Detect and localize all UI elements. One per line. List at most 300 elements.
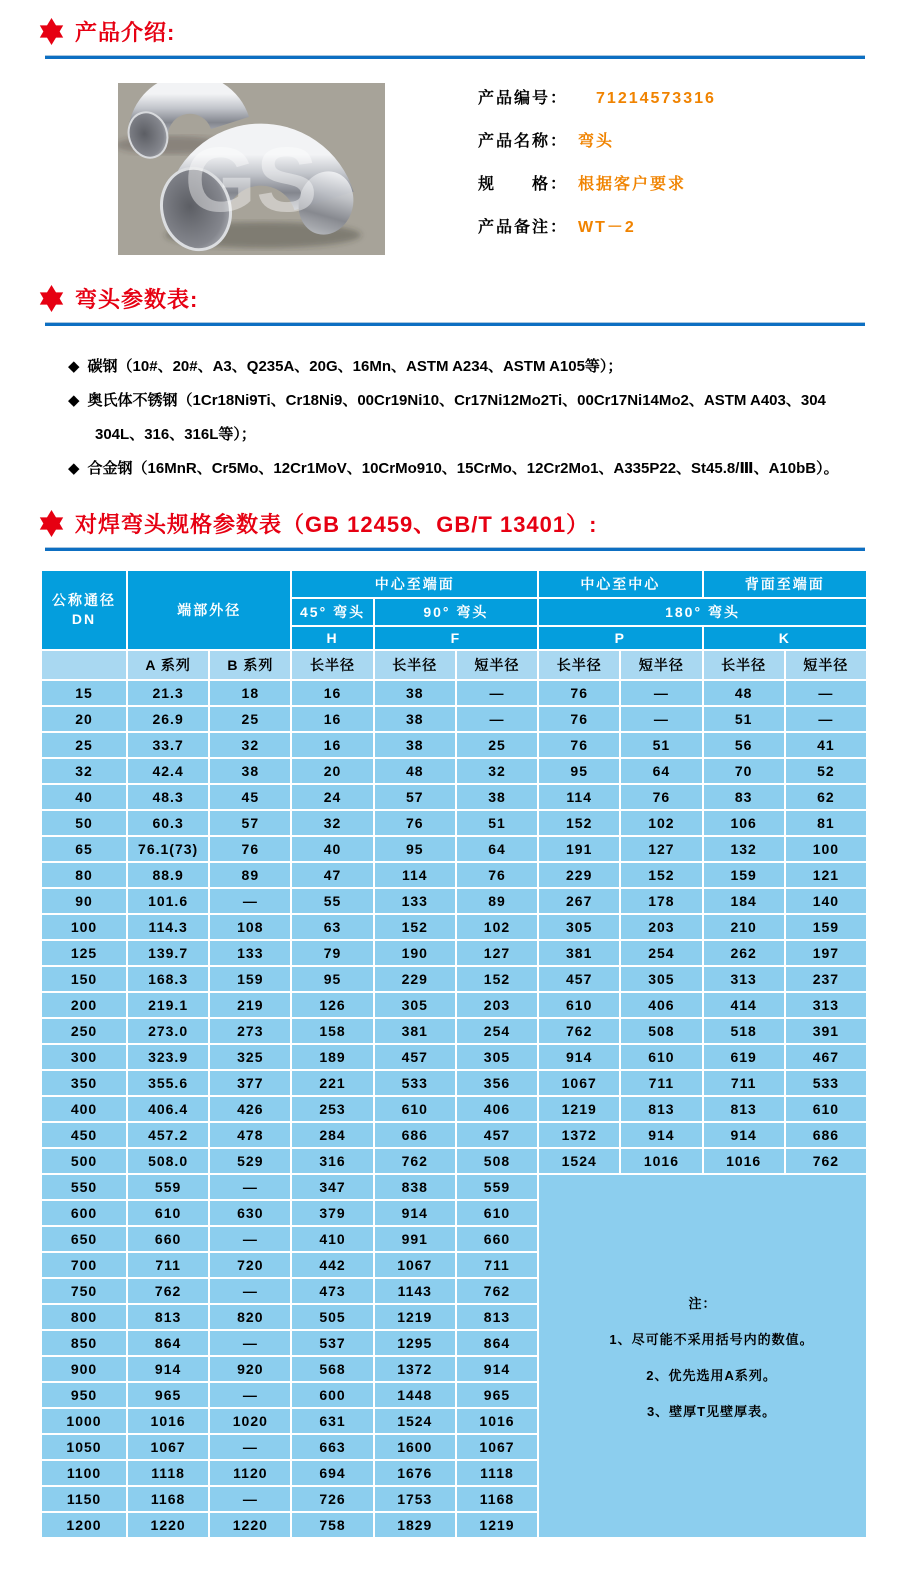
table-cell: 32 [41,758,127,784]
table-cell: 114.3 [127,914,209,940]
table-cell: 203 [620,914,702,940]
table-cell: 159 [785,914,867,940]
table-cell: 1100 [41,1460,127,1486]
table-cell: 750 [41,1278,127,1304]
table-cell: 108 [209,914,291,940]
table-cell: 42.4 [127,758,209,784]
table-cell: 965 [456,1382,538,1408]
col-header-P: P [538,626,702,650]
table-cell: 133 [209,940,291,966]
table-cell: 21.3 [127,680,209,706]
product-remark-label: 产品备注： [478,219,569,236]
table-cell: — [456,706,538,732]
table-cell: 1020 [209,1408,291,1434]
table-cell: 219.1 [127,992,209,1018]
table-row [41,1174,867,1200]
table-cell: 610 [374,1096,456,1122]
table-cell: 533 [374,1070,456,1096]
table-row [41,1018,867,1044]
table-row [41,758,867,784]
table-cell: 1448 [374,1382,456,1408]
divider-rule [45,547,865,551]
product-field [478,171,716,214]
table-cell: — [209,1434,291,1460]
diamond-bullet-icon: ◆ [68,392,80,409]
material-text: 合金钢（16MnR、Cr5Mo、12Cr1MoV、10CrMo910、15CrMo、12Cr2Mo1、A335P22、St45.8/Ⅲ、A10bB）。 [87,460,839,477]
table-cell: 457.2 [127,1122,209,1148]
table-cell: 76 [620,784,702,810]
table-cell: 95 [538,758,620,784]
table-cell: 273 [209,1018,291,1044]
red-star-icon [38,510,65,537]
table-cell: 467 [785,1044,867,1070]
table-cell: 89 [456,888,538,914]
table-cell: 229 [538,862,620,888]
table-cell: 16 [291,732,373,758]
table-cell: 1168 [456,1486,538,1512]
subheader-cell: 长半径 [703,650,785,680]
table-cell: 950 [41,1382,127,1408]
col-header-F: F [374,626,538,650]
section-title-text: 对焊弯头规格参数表（GB 12459、GB/T 13401）: [75,512,598,537]
table-cell: 820 [209,1304,291,1330]
table-cell: 253 [291,1096,373,1122]
material-item-alloy-steel [40,452,865,486]
table-cell: 350 [41,1070,127,1096]
table-cell: 711 [703,1070,785,1096]
table-cell: — [785,680,867,706]
table-cell: 1219 [538,1096,620,1122]
section-params-title [38,283,909,314]
table-cell: 323.9 [127,1044,209,1070]
table-cell: 63 [291,914,373,940]
table-cell: 38 [374,680,456,706]
table-cell: 508 [620,1018,702,1044]
diamond-bullet-icon: ◆ [68,460,80,477]
table-cell: 20 [41,706,127,732]
table-cell: 1295 [374,1330,456,1356]
table-cell: 381 [374,1018,456,1044]
table-cell: 1829 [374,1512,456,1538]
table-cell: 273.0 [127,1018,209,1044]
table-cell: — [209,1278,291,1304]
table-cell: 650 [41,1226,127,1252]
col-header-elbow180: 180° 弯头 [538,598,867,626]
col-header-back-to-end: 背面至端面 [703,570,867,598]
table-cell: 864 [456,1330,538,1356]
table-cell: 95 [291,966,373,992]
table-cell: 200 [41,992,127,1018]
table-cell: 267 [538,888,620,914]
table-cell: 250 [41,1018,127,1044]
table-cell: 83 [703,784,785,810]
table-cell: 600 [41,1200,127,1226]
table-cell: 1220 [209,1512,291,1538]
table-cell: 15 [41,680,127,706]
col-header-end-od: 端部外径 [127,570,291,650]
table-row [41,784,867,810]
table-cell: 190 [374,940,456,966]
table-cell: 1050 [41,1434,127,1460]
table-cell: 114 [538,784,620,810]
table-row [41,810,867,836]
material-text: 碳钢（10#、20#、A3、Q235A、20G、16Mn、ASTM A234、ASTM A105等）； [87,358,623,375]
table-cell: 965 [127,1382,209,1408]
table-cell: 1016 [620,1148,702,1174]
table-cell: 229 [374,966,456,992]
table-cell: 1676 [374,1460,456,1486]
product-spec-value: 根据客户要求 [578,176,687,193]
subheader-cell: B 系列 [209,650,291,680]
product-spec-label: 规 格： [478,176,569,193]
table-cell: 914 [620,1122,702,1148]
table-cell: 64 [456,836,538,862]
note-line: 1、尽可能不采用括号内的数值。 [609,1331,814,1347]
table-cell: 106 [703,810,785,836]
table-cell: 55 [291,888,373,914]
table-cell: 64 [620,758,702,784]
table-cell: 457 [538,966,620,992]
material-item-carbon-steel [40,350,865,384]
table-cell: 1524 [374,1408,456,1434]
table-cell: 38 [456,784,538,810]
table-cell: 127 [620,836,702,862]
table-cell: 1372 [374,1356,456,1382]
table-cell: 1067 [127,1434,209,1460]
table-cell: 442 [291,1252,373,1278]
table-cell: 813 [456,1304,538,1330]
spec-table-subheader-row [41,650,867,680]
table-cell: 537 [291,1330,373,1356]
table-cell: 762 [538,1018,620,1044]
notes-title: 注： [688,1295,717,1311]
table-row [41,888,867,914]
table-cell: 80 [41,862,127,888]
table-cell: 414 [703,992,785,1018]
table-cell: 57 [374,784,456,810]
table-cell: 89 [209,862,291,888]
table-cell: 1118 [127,1460,209,1486]
table-cell: 1150 [41,1486,127,1512]
table-cell: 150 [41,966,127,992]
table-cell: 610 [620,1044,702,1070]
table-cell: 1524 [538,1148,620,1174]
subheader-cell: A 系列 [127,650,209,680]
table-cell: 316 [291,1148,373,1174]
product-code-value: 71214573316 [596,90,716,107]
table-cell: 518 [703,1018,785,1044]
table-cell: 838 [374,1174,456,1200]
table-cell: 391 [785,1018,867,1044]
table-cell: 127 [456,940,538,966]
table-cell: 33.7 [127,732,209,758]
table-cell: 305 [538,914,620,940]
elbow-spec-table [40,569,868,1539]
table-cell: 305 [456,1044,538,1070]
table-cell: 508 [456,1148,538,1174]
table-cell: 284 [291,1122,373,1148]
spec-table-header [41,570,867,680]
table-cell: 762 [374,1148,456,1174]
table-cell: 379 [291,1200,373,1226]
col-header-K: K [703,626,867,650]
table-cell: — [620,680,702,706]
table-cell: 406 [456,1096,538,1122]
divider-rule [45,55,865,59]
table-cell: 914 [456,1356,538,1382]
table-cell: 221 [291,1070,373,1096]
table-cell: 1120 [209,1460,291,1486]
table-row [41,1122,867,1148]
page-title: 产品介绍: [75,20,176,45]
table-cell: 76 [538,732,620,758]
table-row [41,1070,867,1096]
product-name-label: 产品名称： [478,133,569,150]
table-cell: 24 [291,784,373,810]
table-cell: 1118 [456,1460,538,1486]
product-name-value: 弯头 [578,133,615,150]
table-cell: 52 [785,758,867,784]
table-cell: 450 [41,1122,127,1148]
table-cell: 62 [785,784,867,810]
table-cell: 79 [291,940,373,966]
subheader-cell: 长半径 [374,650,456,680]
table-cell: 133 [374,888,456,914]
table-cell: 32 [209,732,291,758]
table-cell: 473 [291,1278,373,1304]
product-section [118,83,909,257]
table-cell: 158 [291,1018,373,1044]
table-cell: 914 [374,1200,456,1226]
divider-rule [45,322,865,326]
table-cell: 40 [291,836,373,862]
table-cell: 100 [41,914,127,940]
table-cell: 76 [374,810,456,836]
product-field [478,214,716,257]
product-code-label: 产品编号： [478,90,569,107]
table-cell: 48.3 [127,784,209,810]
table-cell: 1600 [374,1434,456,1460]
table-cell: 663 [291,1434,373,1460]
table-cell: 410 [291,1226,373,1252]
table-cell: 347 [291,1174,373,1200]
table-cell: 631 [291,1408,373,1434]
table-cell: 254 [456,1018,538,1044]
table-cell: 26.9 [127,706,209,732]
table-row [41,680,867,706]
table-cell: 300 [41,1044,127,1070]
spec-table-body [41,680,867,1538]
table-cell: 48 [374,758,456,784]
table-cell: 610 [127,1200,209,1226]
table-cell: 457 [456,1122,538,1148]
table-cell: 610 [456,1200,538,1226]
table-cell: 32 [291,810,373,836]
table-cell: 1143 [374,1278,456,1304]
product-field [478,85,716,128]
table-cell: 726 [291,1486,373,1512]
table-cell: 25 [41,732,127,758]
table-cell: 914 [538,1044,620,1070]
section-intro-title [38,16,909,47]
table-cell: 1168 [127,1486,209,1512]
table-cell: 210 [703,914,785,940]
subheader-cell: 短半径 [785,650,867,680]
table-row [41,1148,867,1174]
col-header-dn: 公称通径 DN [41,570,127,650]
diamond-bullet-icon: ◆ [68,358,80,375]
table-cell: — [209,1382,291,1408]
table-cell: 505 [291,1304,373,1330]
table-cell: — [456,680,538,706]
table-cell: 610 [785,1096,867,1122]
table-cell: 457 [374,1044,456,1070]
table-cell: 914 [703,1122,785,1148]
red-star-icon [38,285,65,312]
table-cell: 914 [127,1356,209,1382]
table-cell: 377 [209,1070,291,1096]
table-cell: 700 [41,1252,127,1278]
table-cell: 400 [41,1096,127,1122]
red-star-icon [38,18,65,45]
table-cell: 140 [785,888,867,914]
col-header-H: H [291,626,373,650]
table-cell: 41 [785,732,867,758]
table-cell: 76.1(73) [127,836,209,862]
table-cell: 81 [785,810,867,836]
table-cell: 1016 [456,1408,538,1434]
table-cell: 191 [538,836,620,862]
table-notes-cell [538,1174,867,1538]
table-cell: 126 [291,992,373,1018]
material-text: 奥氏体不锈钢（1Cr18Ni9Ti、Cr18Ni9、00Cr19Ni10、Cr17Ni12Mo2Ti、00Cr17Ni14Mo2、ASTM A403、304 304L、316、316L等）； [87,392,826,443]
table-cell: 478 [209,1122,291,1148]
table-cell: 16 [291,680,373,706]
table-cell: 114 [374,862,456,888]
table-cell: 18 [209,680,291,706]
table-cell: 1220 [127,1512,209,1538]
table-cell: 48 [703,680,785,706]
table-cell: 152 [374,914,456,940]
table-cell: 219 [209,992,291,1018]
table-cell: 900 [41,1356,127,1382]
table-cell: 47 [291,862,373,888]
table-cell: 184 [703,888,785,914]
note-line: 2、优先选用A系列。 [646,1367,777,1383]
col-header-elbow90: 90° 弯头 [374,598,538,626]
table-cell: 152 [456,966,538,992]
table-cell: 500 [41,1148,127,1174]
table-cell: 711 [620,1070,702,1096]
table-cell: 152 [538,810,620,836]
table-cell: 313 [785,992,867,1018]
table-cell: 51 [703,706,785,732]
section-spec-title [38,508,909,539]
col-header-center-to-center: 中心至中心 [538,570,702,598]
table-cell: 16 [291,706,373,732]
table-cell: 95 [374,836,456,862]
table-row [41,1096,867,1122]
table-cell: — [209,888,291,914]
table-row [41,914,867,940]
table-cell: 991 [374,1226,456,1252]
table-row [41,992,867,1018]
table-cell: 56 [703,732,785,758]
table-cell: 813 [127,1304,209,1330]
table-cell: 102 [620,810,702,836]
table-cell: 65 [41,836,127,862]
table-cell: — [209,1226,291,1252]
table-cell: 262 [703,940,785,966]
table-cell: 70 [703,758,785,784]
material-item-stainless-steel [40,384,865,452]
subheader-cell: 短半径 [456,650,538,680]
table-cell: 660 [127,1226,209,1252]
subheader-cell: 长半径 [538,650,620,680]
table-cell: 325 [209,1044,291,1070]
table-cell: 32 [456,758,538,784]
table-cell: 529 [209,1148,291,1174]
product-photo [118,83,385,255]
table-cell: 1753 [374,1486,456,1512]
table-cell: 762 [785,1148,867,1174]
table-cell: 550 [41,1174,127,1200]
table-cell: 139.7 [127,940,209,966]
table-cell: 159 [703,862,785,888]
table-cell: 76 [456,862,538,888]
table-cell: 508.0 [127,1148,209,1174]
table-cell: 305 [374,992,456,1018]
materials-list [40,350,865,486]
table-cell: 630 [209,1200,291,1226]
subheader-cell: 短半径 [620,650,702,680]
table-cell: — [209,1486,291,1512]
table-cell: 920 [209,1356,291,1382]
table-cell: 1000 [41,1408,127,1434]
table-cell: 313 [703,966,785,992]
table-cell: 610 [538,992,620,1018]
table-cell: 38 [374,706,456,732]
table-cell: 568 [291,1356,373,1382]
table-cell: 88.9 [127,862,209,888]
table-cell: 686 [785,1122,867,1148]
table-row [41,862,867,888]
table-cell: 100 [785,836,867,862]
subheader-cell [41,650,127,680]
table-cell: 813 [703,1096,785,1122]
table-cell: 356 [456,1070,538,1096]
table-cell: 305 [620,966,702,992]
table-cell: 864 [127,1330,209,1356]
table-cell: 758 [291,1512,373,1538]
table-cell: 90 [41,888,127,914]
table-row [41,966,867,992]
table-cell: 38 [374,732,456,758]
table-cell: — [209,1174,291,1200]
table-cell: 203 [456,992,538,1018]
table-cell: 686 [374,1122,456,1148]
table-cell: 660 [456,1226,538,1252]
table-cell: 694 [291,1460,373,1486]
subheader-cell: 长半径 [291,650,373,680]
table-cell: 197 [785,940,867,966]
table-cell: 533 [785,1070,867,1096]
table-cell: 45 [209,784,291,810]
table-cell: 1200 [41,1512,127,1538]
product-field [478,128,716,171]
table-cell: 1016 [127,1408,209,1434]
table-cell: 850 [41,1330,127,1356]
